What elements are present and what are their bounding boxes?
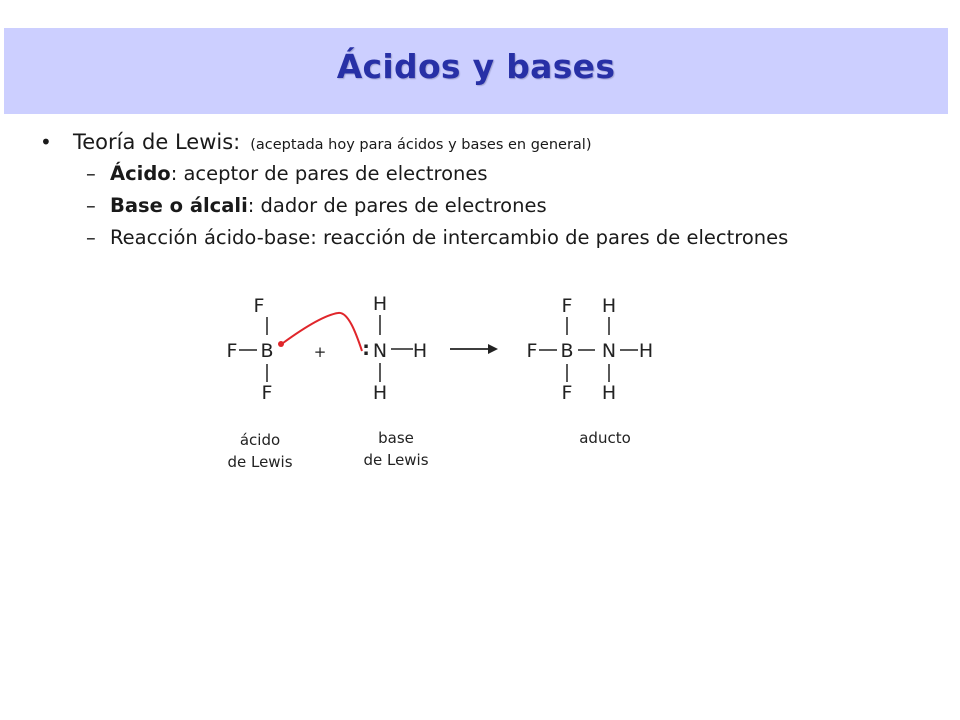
caption-line: ácido <box>239 431 281 449</box>
adduct-fluorine-left: F <box>526 340 538 362</box>
slide-content <box>40 130 940 258</box>
base-nitrogen: N <box>372 340 388 362</box>
caption-acid <box>212 429 308 473</box>
adduct-boron: B <box>560 340 574 362</box>
caption-adduct <box>557 427 653 449</box>
caption-line: aducto <box>579 429 631 447</box>
base-hydrogen-bottom: H <box>372 382 388 404</box>
subitem-reaction <box>86 226 940 258</box>
plus-sign: + <box>313 343 327 361</box>
bullet-lead: Teoría de Lewis: <box>73 130 241 154</box>
dash-icon: – <box>86 226 96 249</box>
bullet-note: (aceptada hoy para ácidos y bases en general) <box>250 137 592 153</box>
slide-title: Ácidos y bases <box>336 46 616 86</box>
title-bar <box>4 28 948 114</box>
subitem-acid <box>86 162 940 194</box>
adduct-hydrogen-top: H <box>601 295 617 317</box>
subitem-term: Ácido <box>110 162 171 185</box>
bullet-icon: • <box>40 130 52 154</box>
dash-icon: – <box>86 162 96 185</box>
acid-fluorine-bottom: F <box>261 382 273 404</box>
bullet-lewis-theory <box>40 130 940 162</box>
adduct-hydrogen-right: H <box>638 340 654 362</box>
subitem-definition: : aceptor de pares de electrones <box>170 162 488 185</box>
caption-line: de Lewis <box>363 451 429 469</box>
subitem-definition: : dador de pares de electrones <box>247 194 547 217</box>
caption-line: de Lewis <box>227 453 293 471</box>
adduct-fluorine-bottom: F <box>561 382 573 404</box>
lone-pair: : <box>362 338 370 360</box>
caption-base <box>348 427 444 471</box>
acid-boron: B <box>260 340 274 362</box>
acid-fluorine-left: F <box>226 340 238 362</box>
caption-line: base <box>378 429 414 447</box>
dash-icon: – <box>86 194 96 217</box>
adduct-hydrogen-bottom: H <box>601 382 617 404</box>
adduct-nitrogen: N <box>601 340 617 362</box>
base-hydrogen-top: H <box>372 293 388 315</box>
subitem-term: Base o álcali <box>110 194 248 217</box>
subitem-definition: Reacción ácido-base: reacción de intercambio de pares de electrones <box>110 226 789 249</box>
subitem-base <box>86 194 940 226</box>
adduct-fluorine-top: F <box>561 295 573 317</box>
arrowhead-icon <box>488 344 498 354</box>
lewis-reaction-diagram <box>210 285 680 490</box>
base-hydrogen-right: H <box>412 340 428 362</box>
acid-fluorine-top: F <box>253 295 265 317</box>
